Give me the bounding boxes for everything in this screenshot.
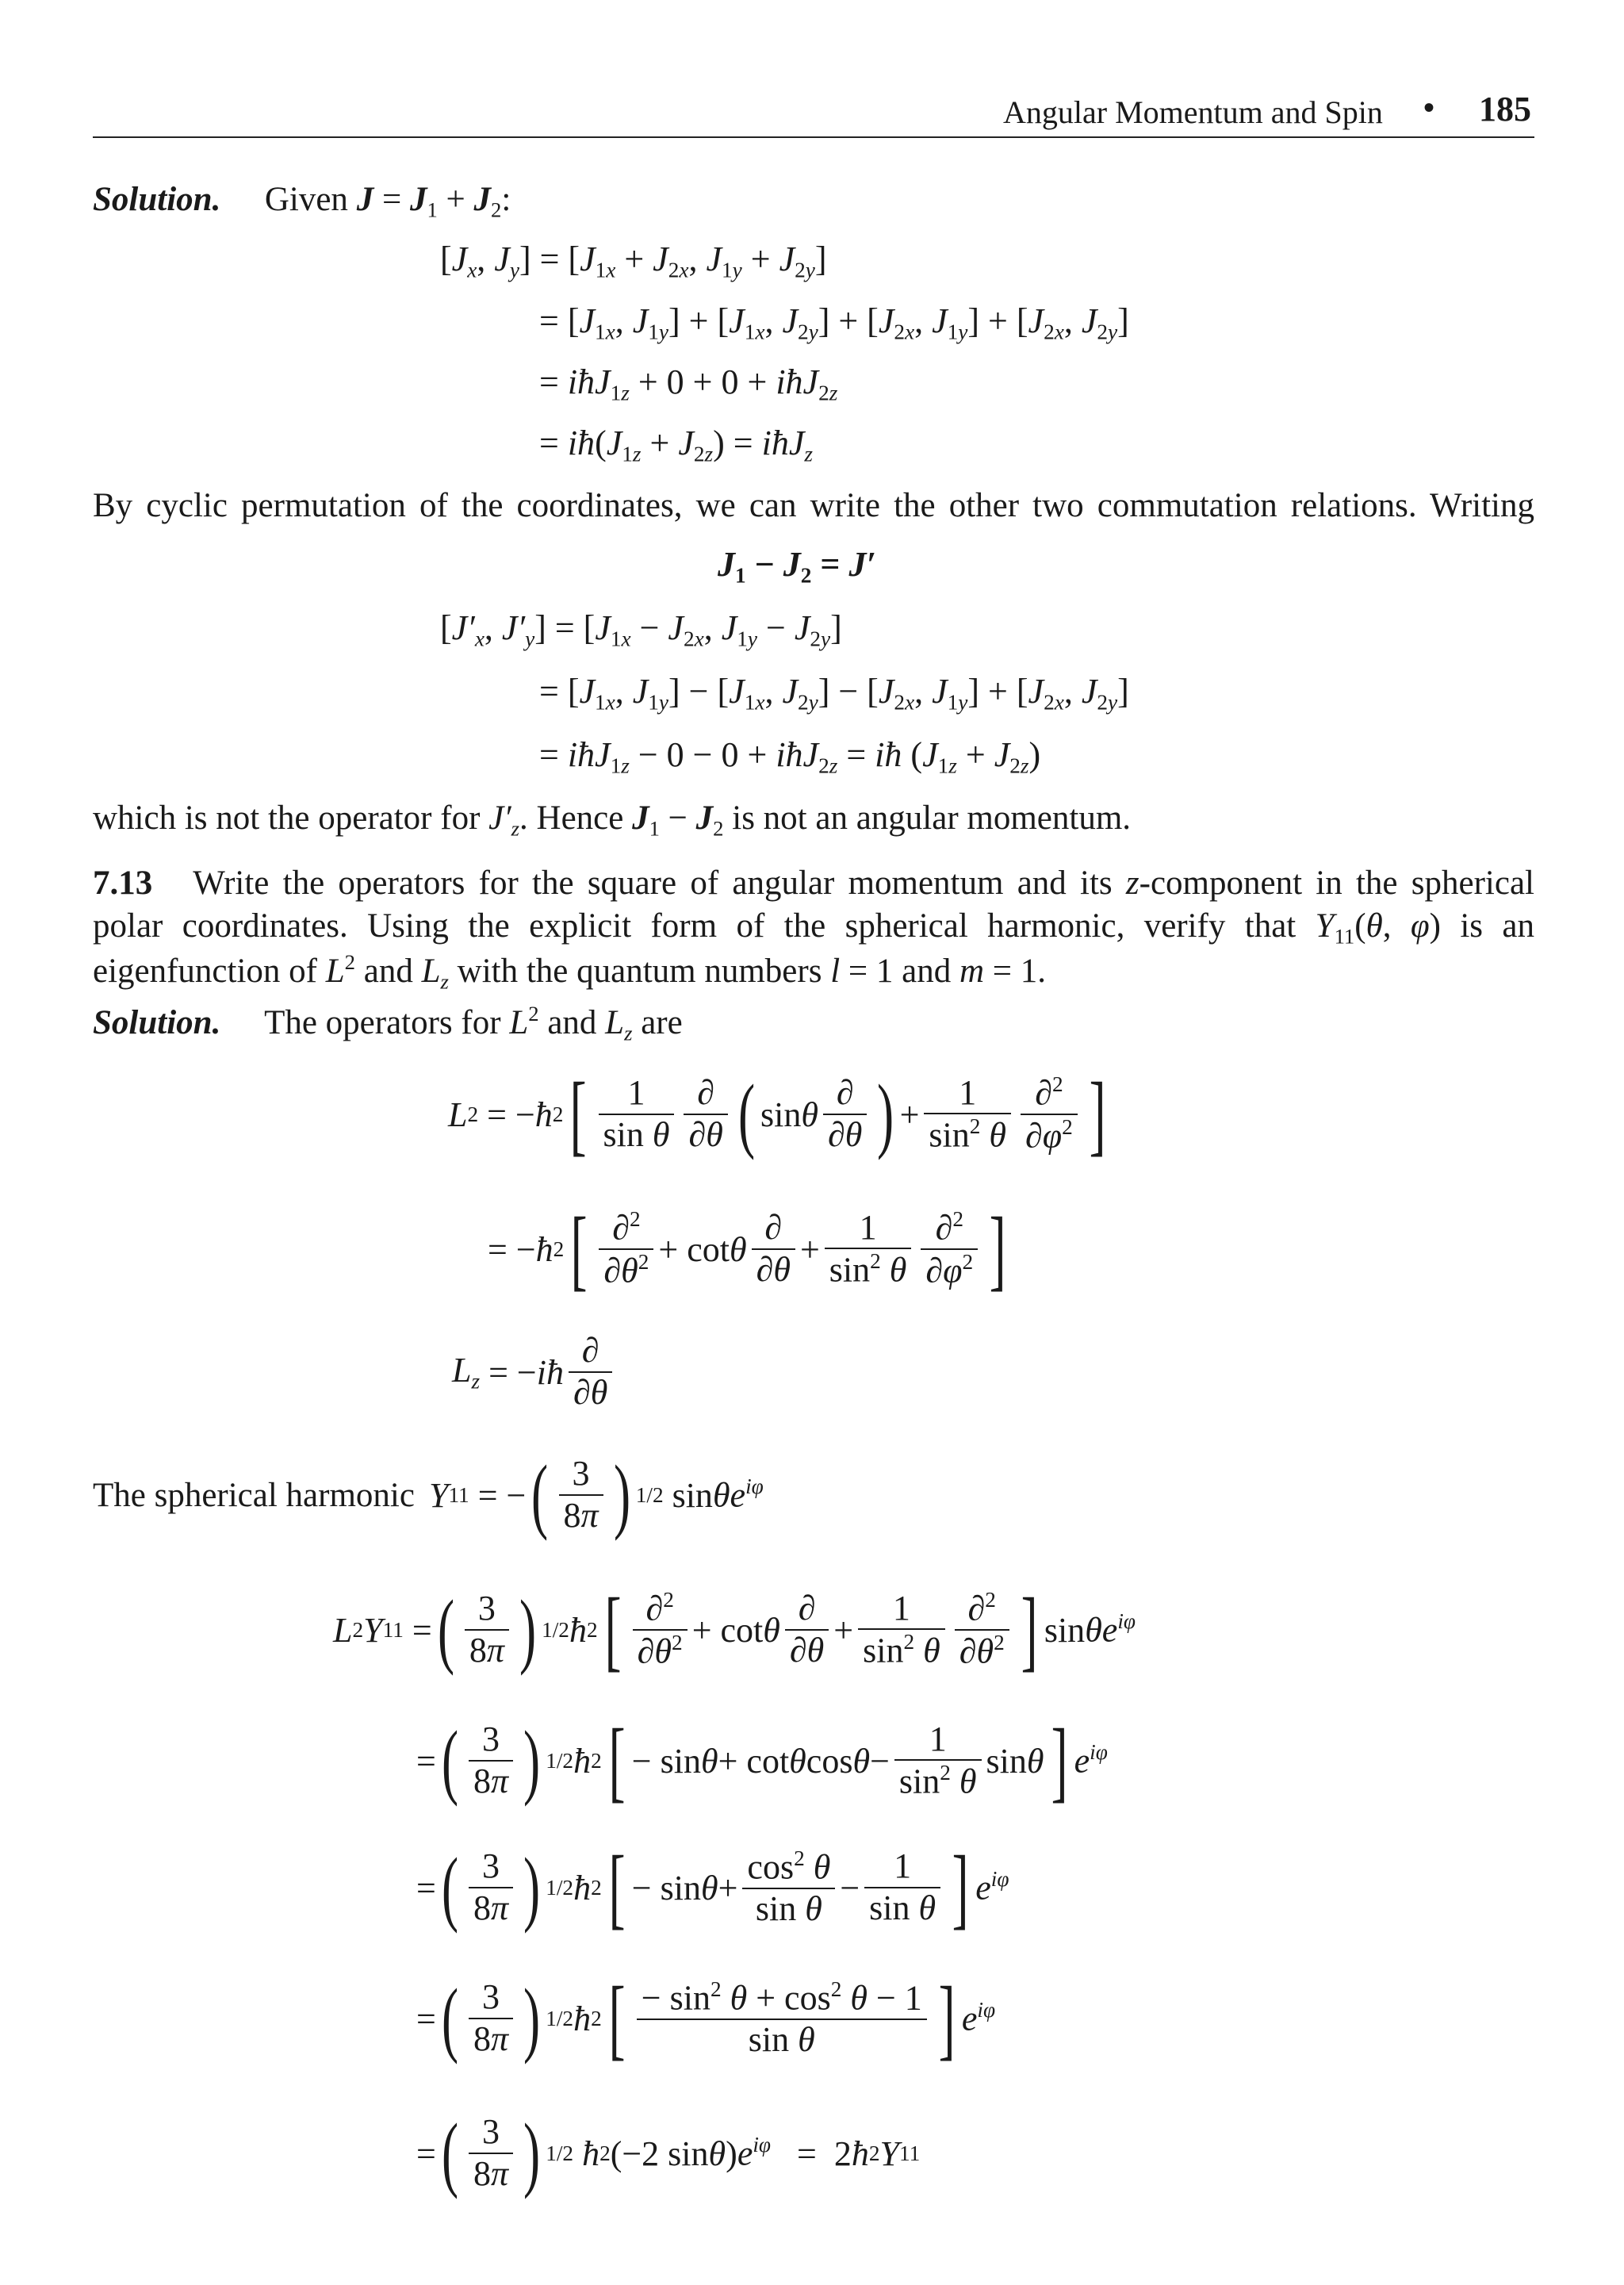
solution2-label: Solution. <box>93 1003 221 1041</box>
running-title: Angular Momentum and Spin <box>1003 94 1383 130</box>
derivation-result: = ( $\frac{3}{8\pi}$ ) 1/2 ħ 2 (−2 sin θ ) $e^{i\varphi}$ = 2 ħ 2 Y 11 <box>416 2107 921 2200</box>
header-rule <box>93 136 1534 138</box>
equation-expand: = [$J_{1x}$, $J_{1y}] + [J_{1x}$, $J_{2y}] + [J_{2x}$, $J_{1y}] + [J_{2x}$, $J_{2y}$] <box>539 301 1129 344</box>
problem-line-2: polar coordinates. Using the explicit form of the spherical harmonic, verify that $Y_{11}(\theta$, φ) is an <box>93 907 1534 949</box>
equation-difference: $J_1 - J_2 = J'$ <box>718 545 876 588</box>
equation-commutator: [$J_x$, $J_y] = [J_{1x} + J_{2x}$, $J_{1y} + J_{2y}$] <box>440 240 827 282</box>
derivation-step-2: = ( $\frac{3}{8\pi}$ ) 1/2 ħ 2 [ − sin θ + cot θ cos θ − $\frac{1}{\sin^2 \theta}$ sin θ ] $e^{i\varphi}$ <box>416 1709 1108 1811</box>
problem-line-3: eigenfunction of $L^2$ and $L_z$ with the quantum numbers l = 1 and m = 1. <box>93 950 1047 994</box>
page-number: 185 <box>1479 90 1531 128</box>
equation-result: = $iħ(J_{1z} + J_{2z})$ = iħJ$_z$ <box>539 424 813 466</box>
cyclic-paragraph: By cyclic permutation of the coordinates, we can write the other two commutation relations. Writing <box>93 487 1534 524</box>
problem-line-1: 7.13 Write the operators for the square of angular momentum and its z-component in the spherical <box>93 865 1534 902</box>
conclusion-text: which is not the operator for $J'_z$. Hence $J_1 - J_2$ is not an angular momentum. <box>93 799 1132 841</box>
harmonic-label: The spherical harmonic <box>93 1476 415 1514</box>
l-squared-expanded: = − ħ 2 [ $\frac{\partial^2}{\partial\theta^2}$ + cot θ $\frac{\partial}{\partial\theta}$ + $\frac{1}{\sin^2 \theta}$ $\frac{\partial^2}{\partial\varphi^2}$ ] <box>488 1198 1006 1299</box>
equation-prime-expand: = [$J_{1x}$, $J_{1y}] - [J_{1x}$, $J_{2y}] - [J_{2x}$, $J_{1y}] + [J_{2x}$, $J_{2y}$] <box>539 672 1129 715</box>
header-bullet: • <box>1423 90 1435 125</box>
solution-label: Solution. <box>93 181 221 218</box>
l-squared-operator: L 2 = − ħ 2 [ $\frac{1}{\text{sin θ}}$ $\frac{\partial}{\partial\theta}$ ( sin θ $\frac{\partial}{\partial\theta}$ ) + $\frac{1}{\sin^2 \theta}$ $\frac{\partial^2}{\partial\varphi^2}$ ] <box>448 1063 1106 1164</box>
derivation-step-3: = ( $\frac{3}{8\pi}$ ) 1/2 ħ 2 [ − sin θ + $\frac{\cos^2 \theta}{\text{sin θ}}$ − $\frac{1}{\text{sin θ}}$ ] $e^{i\varphi}$ <box>416 1836 1009 1938</box>
spherical-harmonic: The spherical harmonic Y 11 = − ( $\frac{3}{8\pi}$ ) 1/2 sin $\theta e^{i\varphi}$ <box>93 1448 764 1542</box>
derivation-step-4: = ( $\frac{3}{8\pi}$ ) 1/2 ħ 2 [ $\frac{- \sin^2 \theta + \cos^2 \theta - 1}{\text{sin θ}}$ ] $e^{i\varphi}$ <box>416 1967 996 2068</box>
solution2-heading: Solution. The operators for $L^2$ and $L_z$ are <box>93 1002 683 1045</box>
equation-evaluate: = iħJ$_{1z}$ + 0 + 0 + iħJ$_{2z}$ <box>539 362 838 405</box>
equation-prime-result: = iħJ$_{1z}$ − 0 − 0 + iħJ$_{2z}$ = iħ $(J_{1z} + J_{2z})$ <box>539 735 1041 778</box>
lz-operator: $L_z$ = − iħ $\frac{\partial}{\partial\theta}$ <box>452 1328 617 1416</box>
derivation-step-1: L 2 Y 11 = ( $\frac{3}{8\pi}$ ) 1/2 ħ 2 [ $\frac{\partial^2}{\partial\theta^2}$ + cot θ $\frac{\partial}{\partial\theta}$ + $\frac{1}{\sin^2 \theta}$ $\frac{\partial^2}{\partial\theta^2}$ ] sin $\theta e^{i\varphi}$ <box>333 1578 1136 1680</box>
solution-intro: Given $J = J_1 + J_2$: <box>264 181 511 222</box>
solution-heading <box>93 182 511 220</box>
problem-number: 7.13 <box>93 865 153 902</box>
equation-prime-commutator: [$J'_x$, $J'_y] = [J_{1x} - J_{2x}$, $J_{1y} - J_{2y}$] <box>440 608 842 651</box>
